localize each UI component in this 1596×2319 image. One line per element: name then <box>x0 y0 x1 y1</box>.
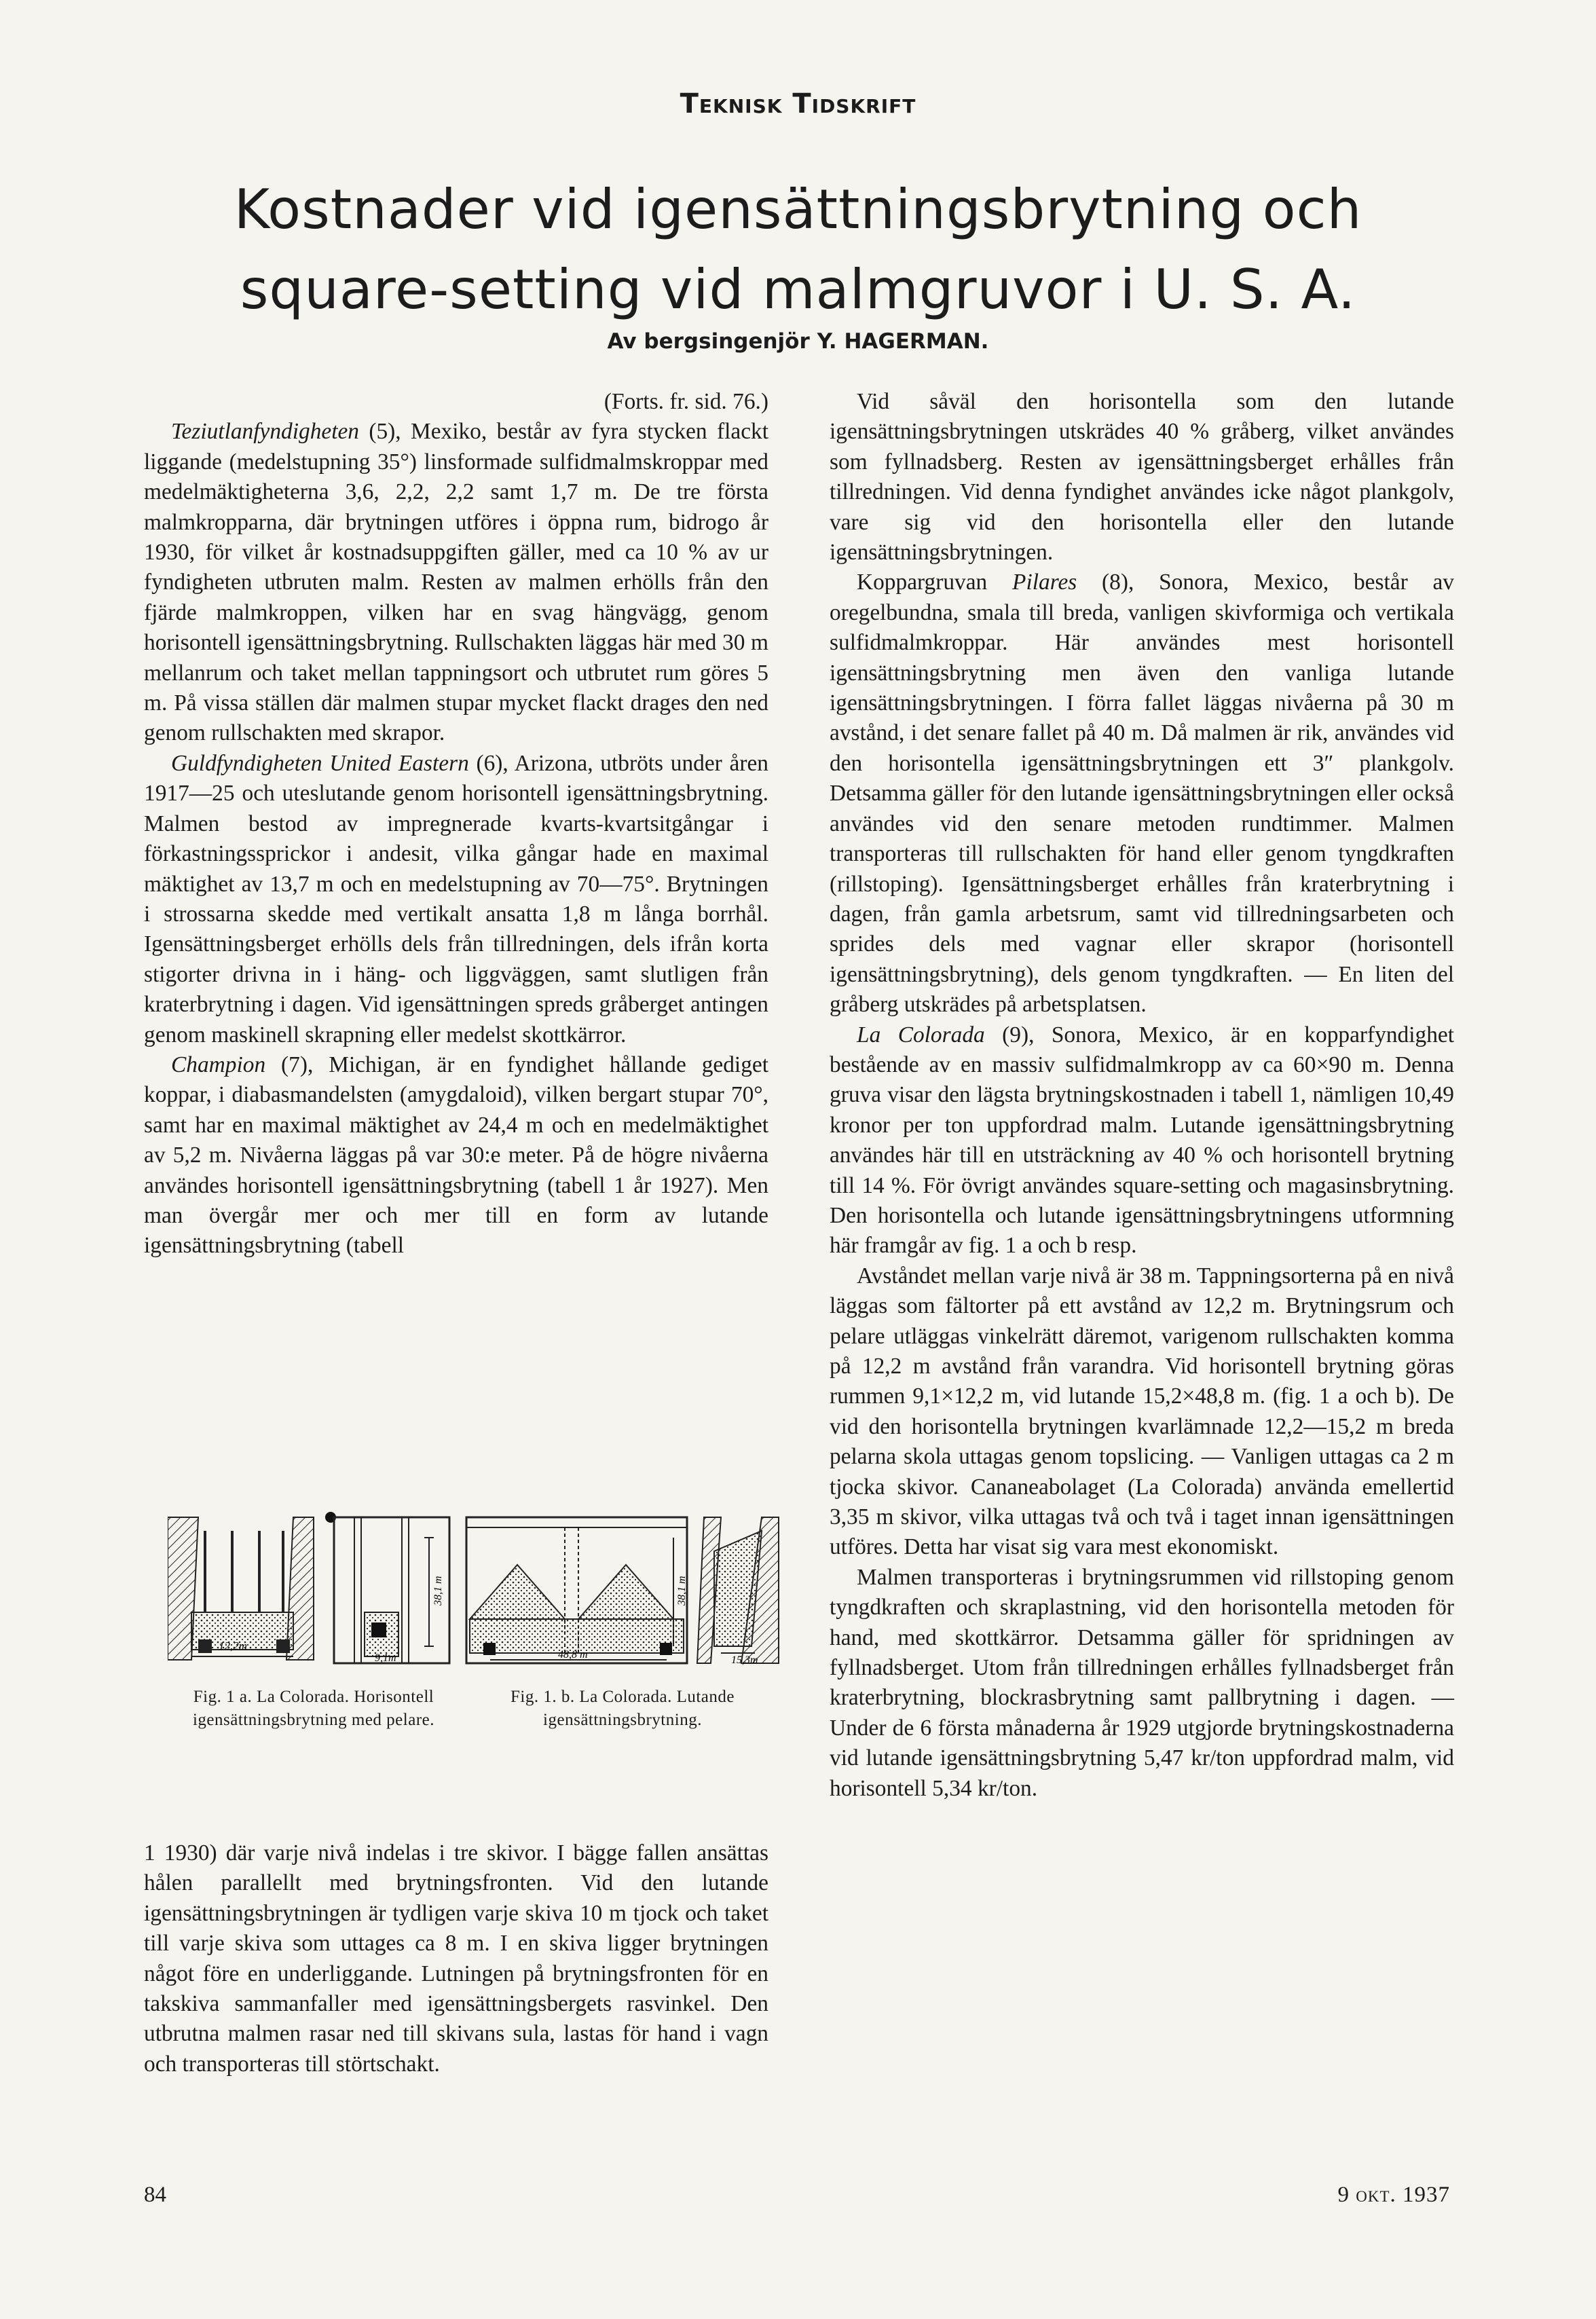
mine-name: Guldfyndigheten United Eastern <box>171 750 469 776</box>
figure-1b-label-width: 15,3m <box>731 1654 758 1666</box>
paragraph-la-colorada <box>830 1020 1454 1261</box>
figure-1b <box>463 1510 782 1732</box>
continuation-note: (Forts. fr. sid. 76.) <box>604 389 768 414</box>
figure-1a-section-right <box>325 1512 449 1663</box>
paragraph-text: (6), Arizona, utbröts under åren 1917—25 och uteslutande genom horisontell igensättningsbrytning. Malmen bestod av impregnerade kvarts-kvartsitgångar i förkastningssprickor i andesit, vilka gångar hade en maximal mäktighet av 13,7 m och en medelstupning av 70—75°. Brytningen i strossarna skedde med vertikalt ansatta 1,8 m långa borrhål. Igensättningsberget erhölls dels från tillredningen, dels ifrån korta stigorter drivna in i häng- och liggväggen, samt slutligen från kraterbrytning i dagen. Vid igensättningen spreds gråberget antingen genom maskinell skrapning eller medelst skottkärror. <box>144 750 768 1047</box>
paragraph-text: (9), Sonora, Mexico, är en kopparfyndighet bestående av en massiv sulfidmalmkropp av ca 60×90 m. Denna gruva visar den lägsta brytningskostnaden i tabell 1, nämligen 10,49 kronor per ton uppfordrad malm. Lutande igensättningsbrytning användes här till en utsträckning av 40 % och horisontell brytning till 14 %. För övrigt användes square-setting och magasinsbrytning. Den horisontella och lutande igensättningsbrytningens utformning här framgår av fig. 1 a och b resp. <box>830 1022 1454 1259</box>
figure-1b-label-length: 48,8 m <box>558 1649 588 1661</box>
figure-1b-section-left <box>466 1517 687 1663</box>
paragraph-text: (8), Sonora, Mexico, består av oregelbundna, smala till breda, vanligen skivformiga och vertikala sulfidmalmkroppar. Här användes mest horisontell igensättningsbrytning men även den vanliga lutande igensättningsbrytningen. I förra fallet läggas nivåerna på 30 m avstånd, i det senare fallet på 40 m. Då malmen är rik, användes vid den horisontella igensättningsbrytningen ett 3″ plankgolv. Detsamma gäller för den lutande igensättningsbrytningen eller också användes vid den senare metoden rundtimmer. Malmen transporteras till rullschakten för hand eller genom tyngdkraften (rillstoping). Igensättningsberget erhålles från kraterbrytning i dagen, från gamla arbetsrum, samt vid tillredningsarbeten och sprides dels med vagnar eller skrapor (horisontell igensättningsbrytning), dels genom tyngdkraften. — En liten del gråberg utskrädes på arbetsplatsen. <box>830 570 1454 1018</box>
paragraph-pilares <box>830 568 1454 1020</box>
paragraph-teziutlan <box>144 417 768 748</box>
mine-name: La Colorada <box>857 1022 985 1047</box>
article-byline: Av bergsingenjör Y. HAGERMAN. <box>607 329 989 354</box>
issue-date <box>1337 2183 1450 2208</box>
paragraph-champion <box>144 1050 768 1261</box>
paragraph-text: Koppargruvan <box>857 570 1013 595</box>
left-column-continued <box>144 1838 768 2079</box>
paragraph-transport: Malmen transporteras i brytningsrummen vid rillstoping genom tyngdkraften och skraplastning, vid den horisontella metoden för hand, med skottkärror. Detsamma gäller för spridningen av fyllnadsberget. Utom från tillredningen erhålles fyllnadsberget från kraterbrytning, blockrasbrytning samt pallbrytning i dagen. — Under de 6 första månaderna år 1929 utgjorde brytningskostnaderna vid lutande igensättningsbrytning 5,47 kr/ton uppfordrad malm, vid horisontell 5,34 kr/ton. <box>830 1564 1454 1801</box>
paragraph-text: (7), Michigan, är en fyndighet hållande gediget koppar, i diabasmandelsten (amygdaloid), vilken bergart stupar 70°, samt har en maximal mäktighet av 24,4 m och en medelmäktighet av 5,2 m. Nivåerna läggas på var 30:e meter. På de högre nivåerna användes horisontell igensättningsbrytning (tabell 1 år 1927). Men man övergår mer och mer till en form av lutande igensättningsbrytning (tabell <box>144 1052 768 1259</box>
mine-name: Champion <box>171 1052 266 1077</box>
figure-1a-label-width: 12,2m <box>219 1639 248 1652</box>
mine-name: Pilares <box>1012 570 1077 595</box>
figure-1b-drawing <box>463 1510 782 1667</box>
figure-block <box>144 1510 782 1809</box>
paragraph-united-eastern <box>144 749 768 1050</box>
mine-name: Teziutlanfyndigheten <box>171 419 360 445</box>
left-column <box>144 387 768 1261</box>
page-number: 84 <box>144 2183 166 2207</box>
figure-1a-section-left <box>168 1517 314 1660</box>
figure-1a-caption: Fig. 1 a. La Colorada. Horisontell igensättningsbrytning med pelare. <box>192 1688 434 1729</box>
paragraph-champion-continued: 1 1930) där varje nivå indelas i tre skivor. I bägge fallen ansättas hålen parallellt med brytningsfronten. Vid den lutande igensättningsbrytningen är tydligen varje skiva 10 m tjock och taket till varje skiva som uttages ca 8 m. I en skiva ligger brytningen något före en underliggande. Lutningen på brytningsfronten för en takskiva sammanfaller med igensättningsbergets rasvinkel. Den utbrutna malmen rasar ned till skivans sula, lastas för hand i vagn och transporteras till störtschakt. <box>144 1840 768 2077</box>
figure-1a <box>168 1510 460 1732</box>
figure-1b-section-right <box>697 1517 779 1663</box>
figure-1b-caption: Fig. 1. b. La Colorada. Lutande igensättningsbrytning. <box>510 1688 735 1729</box>
right-column <box>830 387 1454 1804</box>
article-title: Kostnader vid igensättningsbrytning och square-setting vid malmgruvor i U. S. A. <box>234 178 1362 321</box>
journal-masthead: Teknisk Tidskrift <box>680 88 916 119</box>
paragraph-champion-fill: Vid såväl den horisontella som den lutande igensättningsbrytningen utskrädes 40 % gråberg, vilket användes som fyllnadsberg. Resten av igensättningsberget erhålles från tillredningen. Vid denna fyndighet användes icke något plankgolv, vare sig vid den horisontella eller den lutande igensättningsbrytningen. <box>830 389 1454 565</box>
paragraph-text: (5), Mexiko, består av fyra stycken flackt liggande (medelstupning 35°) linsformade sulfidmalmskroppar med medelmäktigheterna 3,6, 2,2, 2,2 samt 1,7 m. De tre första malmkropparna, där brytningen utföres i öppna rum, bidrogo år 1930, för vilket år kostnadsuppgiften gäller, med ca 10 % av ur fyndigheten utbruten malm. Resten av malmen erhölls från den fjärde malmkroppen, vilken har en svag hängvägg, genom horisontell igensättningsbrytning. Rullschakten läggas här med 30 m mellanrum och taket mellan tappningsort och utbrutet rum göres 5 m. På vissa ställen där malmen stupar mycket flackt drages den ned genom rullschakten med skrapor. <box>144 419 768 746</box>
figure-1a-label-room: 9,1m <box>375 1652 396 1664</box>
paragraph-level-spacing: Avståndet mellan varje nivå är 38 m. Tappningsorterna på en nivå läggas som fältorter på ett avstånd av 12,2 m. Brytningsrum och pelare utläggas vinkelrätt däremot, varigenom rullschakten komma på 12,2 m avstånd från varandra. Vid horisontell brytning göras rummen 9,1×12,2 m, vid lutande 15,2×48,8 m. (fig. 1 a och b). De vid den horisontella brytningen kvarlämnade 12,2—15,2 m breda pelarna skola uttagas genom topslicing. — Vanligen uttagas ca 2 m tjocka skivor. Cananeabolaget (La Colorada) använda emellertid 3,35 m skivor, vilka uttagas två och två i taget innan igensättningen utföres. Detta har visat sig vara mest ekonomiskt. <box>830 1263 1454 1560</box>
issue-date-text: 9 okt. 1937 <box>1337 2183 1450 2207</box>
figure-1a-drawing <box>168 1510 460 1667</box>
figure-1b-label-height: 38,1 m <box>676 1576 688 1606</box>
figure-1a-label-height: 38,1 m <box>432 1576 444 1606</box>
